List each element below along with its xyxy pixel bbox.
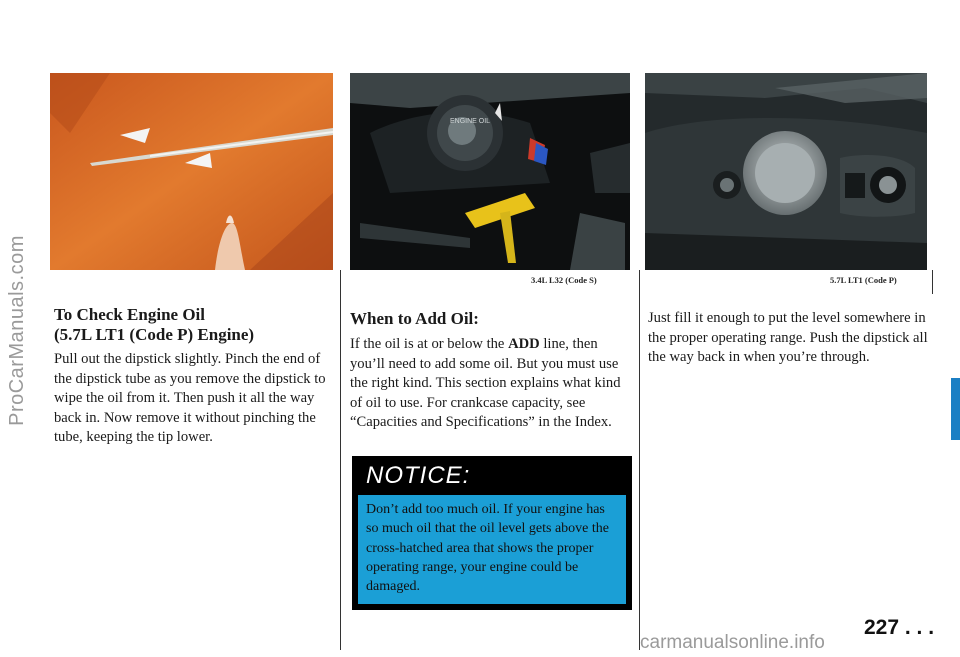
page-number (864, 616, 934, 640)
svg-text:ENGINE OIL: ENGINE OIL (450, 118, 491, 125)
add-oil-body-end: line, then you’ll need to add some oil. But you must use the right kind. This section explains what kind of oil to use. For crankcase capacity, see “Capacities and Specifications” in the Index. (350, 336, 621, 431)
check-oil-heading (54, 305, 334, 345)
page-number-value: 227 (864, 616, 900, 639)
engine-5-7l-photo (645, 73, 927, 270)
page-number-dots: . . . (899, 616, 935, 639)
add-oil-body (350, 335, 632, 433)
add-line-term: ADD (508, 336, 540, 352)
dipstick-photo (50, 73, 333, 270)
caption-3-4l: 3.4L L32 (Code S) (531, 275, 597, 285)
left-column (54, 305, 334, 448)
middle-column (350, 309, 632, 433)
watermark-side (2, 120, 32, 540)
check-oil-heading-line2: (5.7L LT1 (Code P) Engine) (54, 325, 255, 344)
fill-oil-body: Just fill it enough to put the level somewhere in the proper operating range. Push the dipstick all the way back in when you’re through. (648, 310, 928, 366)
add-oil-heading: When to Add Oil: (350, 309, 479, 328)
add-oil-body-start: If the oil is at or below the (350, 336, 509, 352)
right-column (648, 309, 930, 368)
section-tab (951, 378, 960, 440)
caption-5-7l: 5.7L LT1 (Code P) (830, 275, 897, 285)
check-oil-body: Pull out the dipstick slightly. Pinch the end of the dipstick tube as you remove the dipstick to wipe the oil from it. Then push it all the way back in. Now remove it without pinching the tube, keeping the tip lower. (54, 351, 326, 446)
notice-box (352, 456, 632, 610)
column-divider-edge (932, 270, 933, 294)
watermark-bottom: carmanualsonline.info (640, 632, 825, 653)
watermark-side-text: ProCarManuals.com (5, 234, 28, 426)
check-oil-heading-line1: To Check Engine Oil (54, 305, 205, 324)
notice-title: NOTICE: (366, 462, 471, 489)
engine-3-4l-photo (350, 73, 630, 270)
column-divider-left (340, 270, 341, 650)
notice-body: Don’t add too much oil. If your engine has so much oil that the oil level gets above the cross-hatched area that shows the proper operating range, your engine could be damaged. (358, 495, 626, 604)
column-divider-right (639, 270, 640, 650)
